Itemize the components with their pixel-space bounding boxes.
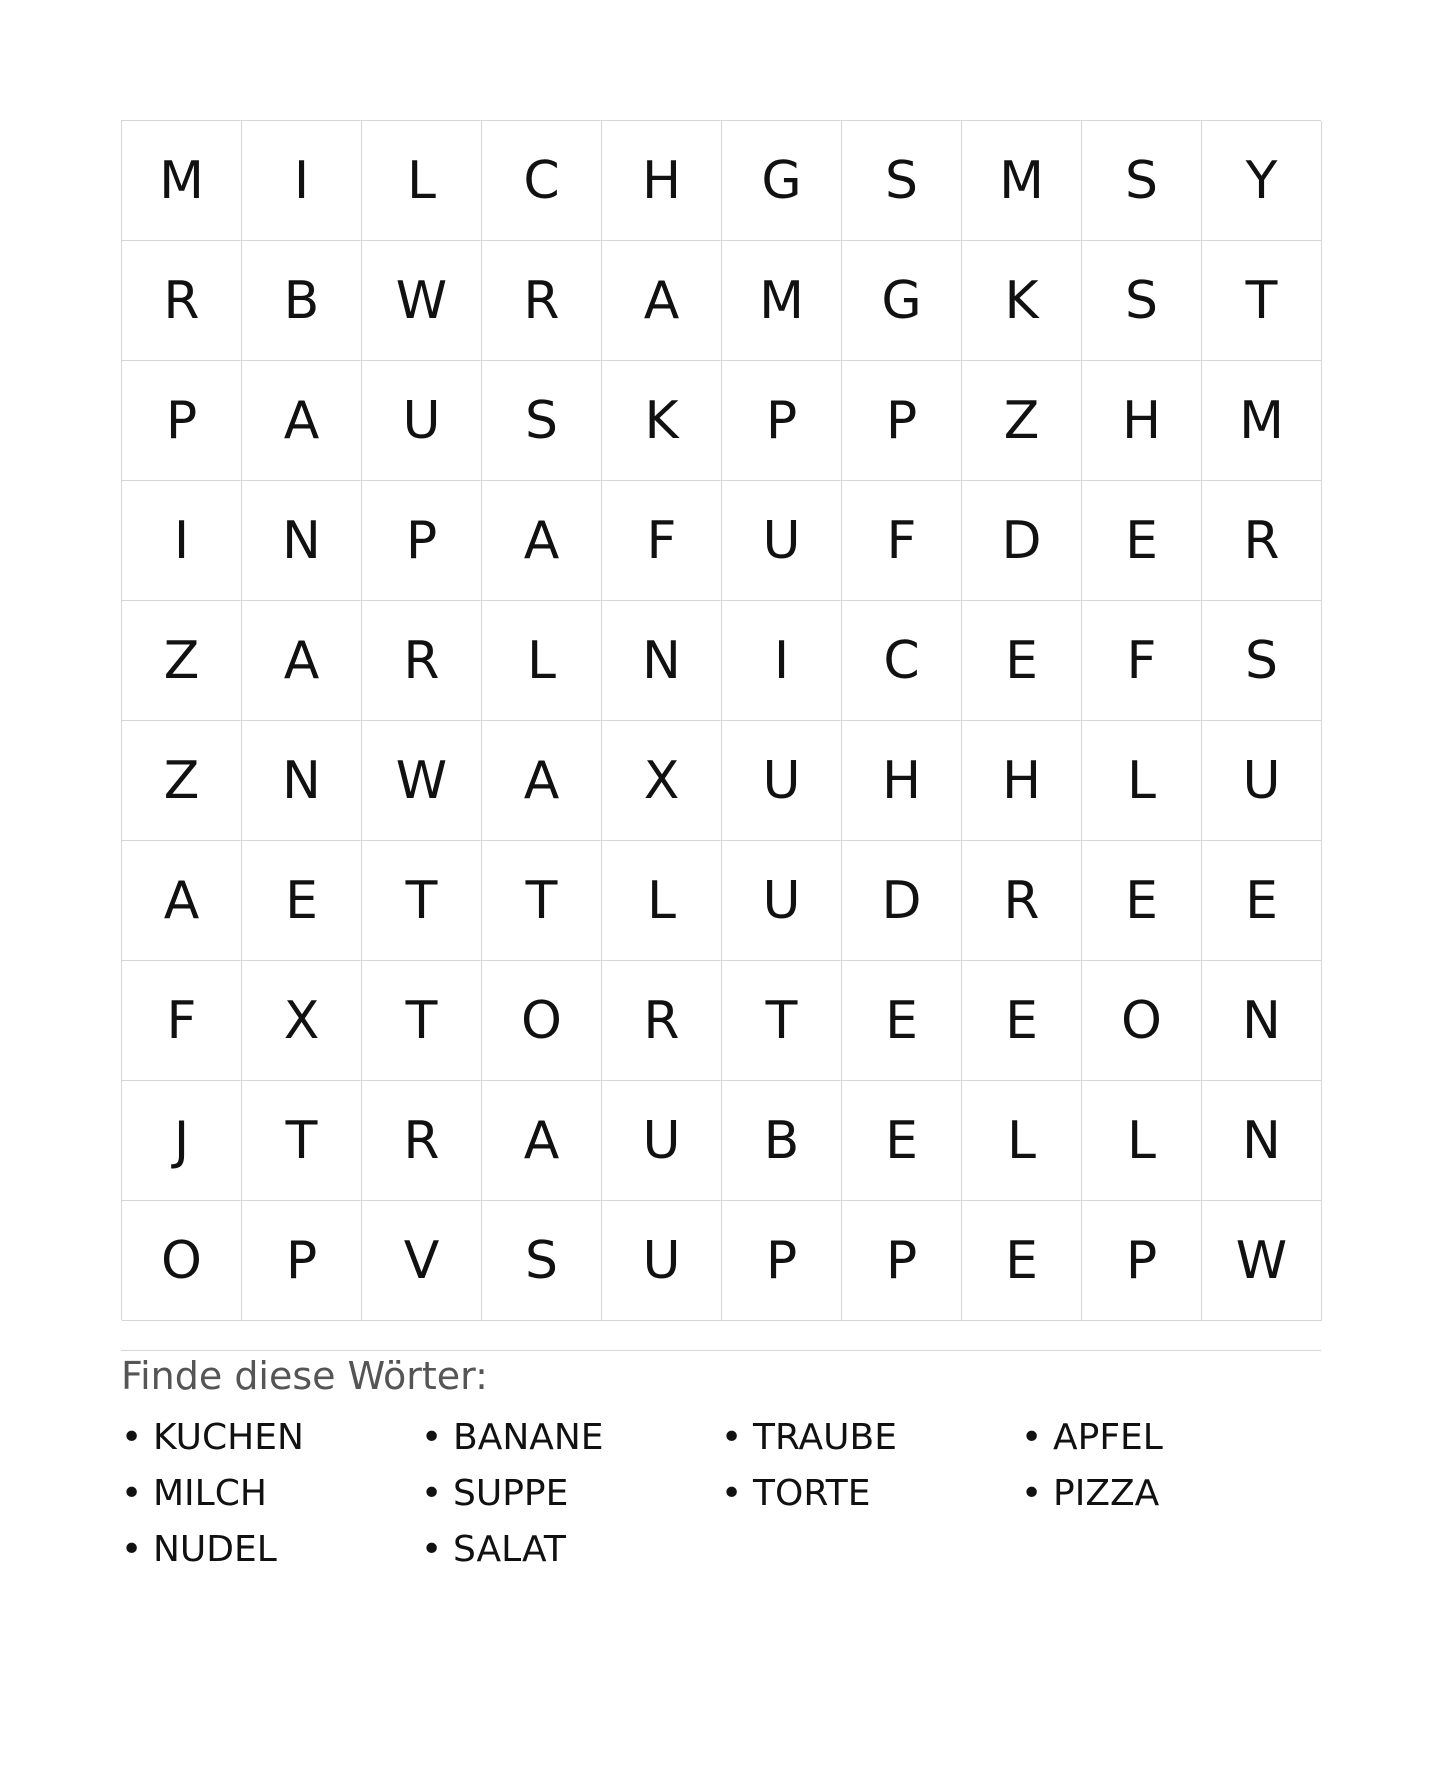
grid-cell[interactable]: D [842, 841, 962, 961]
grid-cell[interactable]: U [722, 481, 842, 601]
word-label: SUPPE [453, 1473, 569, 1514]
grid-cell[interactable]: O [122, 1201, 242, 1321]
word-list-item [721, 1410, 1021, 1466]
grid-cell[interactable]: A [242, 601, 362, 721]
bullet-icon: • [121, 1529, 143, 1570]
grid-cell[interactable]: T [362, 841, 482, 961]
grid-cell[interactable]: R [362, 601, 482, 721]
word-label: APFEL [1053, 1417, 1163, 1458]
grid-cell[interactable]: K [602, 361, 722, 481]
grid-cell[interactable]: T [362, 961, 482, 1081]
word-list-item [121, 1466, 421, 1522]
bullet-icon: • [421, 1529, 443, 1570]
grid-cell[interactable]: N [1202, 961, 1322, 1081]
grid-cell[interactable]: E [962, 961, 1082, 1081]
word-label: PIZZA [1053, 1473, 1160, 1514]
bullet-icon: • [421, 1473, 443, 1514]
grid-cell[interactable]: L [962, 1081, 1082, 1201]
grid-cell[interactable]: D [962, 481, 1082, 601]
bullet-icon: • [1021, 1473, 1043, 1514]
grid-cell[interactable]: U [602, 1201, 722, 1321]
grid-cell[interactable]: P [122, 361, 242, 481]
grid-cell[interactable]: P [362, 481, 482, 601]
bullet-icon: • [421, 1417, 443, 1458]
word-list-title: Finde diese Wörter: [121, 1354, 488, 1398]
grid-cell[interactable]: I [122, 481, 242, 601]
grid-cell[interactable]: U [602, 1081, 722, 1201]
grid-cell[interactable]: A [122, 841, 242, 961]
grid-cell[interactable]: F [122, 961, 242, 1081]
grid-cell[interactable]: I [722, 601, 842, 721]
grid-cell[interactable]: P [242, 1201, 362, 1321]
grid-cell[interactable]: S [482, 1201, 602, 1321]
grid-cell[interactable]: O [1082, 961, 1202, 1081]
grid-cell[interactable]: Z [122, 721, 242, 841]
grid-cell[interactable]: E [962, 1201, 1082, 1321]
grid-cell[interactable]: U [722, 841, 842, 961]
grid-cell[interactable]: E [1082, 481, 1202, 601]
grid-cell[interactable]: E [1082, 841, 1202, 961]
divider [121, 1350, 1321, 1351]
grid-cell[interactable]: W [1202, 1201, 1322, 1321]
bullet-icon: • [121, 1417, 143, 1458]
bullet-icon: • [121, 1473, 143, 1514]
grid-cell[interactable]: P [842, 361, 962, 481]
grid-cell[interactable]: H [842, 721, 962, 841]
grid-cell[interactable]: R [602, 961, 722, 1081]
grid-cell[interactable]: U [362, 361, 482, 481]
grid-cell[interactable]: B [722, 1081, 842, 1201]
word-list [121, 1410, 1321, 1578]
grid-cell[interactable]: C [842, 601, 962, 721]
grid-cell[interactable]: N [242, 481, 362, 601]
grid-cell[interactable]: E [242, 841, 362, 961]
word-label: TORTE [753, 1473, 871, 1514]
grid-cell[interactable]: P [722, 361, 842, 481]
grid-cell[interactable]: G [842, 241, 962, 361]
grid-cell[interactable]: A [482, 1081, 602, 1201]
word-list-item [721, 1466, 1021, 1522]
word-list-item [1021, 1410, 1321, 1466]
grid-cell[interactable]: U [722, 721, 842, 841]
grid-cell[interactable]: S [482, 361, 602, 481]
grid-cell[interactable]: M [122, 121, 242, 241]
grid-cell[interactable]: M [722, 241, 842, 361]
grid-cell[interactable]: H [602, 121, 722, 241]
grid-cell[interactable]: N [1202, 1081, 1322, 1201]
grid-cell[interactable]: E [1202, 841, 1322, 961]
grid-cell[interactable]: M [1202, 361, 1322, 481]
grid-cell[interactable]: S [842, 121, 962, 241]
word-list-item [421, 1522, 721, 1578]
grid-cell[interactable]: L [1082, 721, 1202, 841]
word-label: KUCHEN [153, 1417, 304, 1458]
grid-cell[interactable]: O [482, 961, 602, 1081]
grid-cell[interactable]: T [482, 841, 602, 961]
grid-cell[interactable]: R [362, 1081, 482, 1201]
grid-cell[interactable]: L [362, 121, 482, 241]
letter-grid [121, 120, 1321, 1320]
grid-cell[interactable]: M [962, 121, 1082, 241]
grid-cell[interactable]: B [242, 241, 362, 361]
grid-cell[interactable]: W [362, 721, 482, 841]
word-label: BANANE [453, 1417, 604, 1458]
grid-cell[interactable]: F [1082, 601, 1202, 721]
grid-cell[interactable]: L [482, 601, 602, 721]
grid-cell[interactable]: I [242, 121, 362, 241]
grid-cell[interactable]: X [242, 961, 362, 1081]
grid-cell[interactable]: F [602, 481, 722, 601]
grid-cell[interactable]: T [722, 961, 842, 1081]
grid-cell[interactable]: W [362, 241, 482, 361]
word-label: MILCH [153, 1473, 267, 1514]
grid-cell[interactable]: E [962, 601, 1082, 721]
grid-cell[interactable]: T [242, 1081, 362, 1201]
grid-cell[interactable]: Z [122, 601, 242, 721]
grid-cell[interactable]: Y [1202, 121, 1322, 241]
grid-cell[interactable]: A [242, 361, 362, 481]
word-list-item [421, 1410, 721, 1466]
word-list-item [421, 1466, 721, 1522]
grid-cell[interactable]: C [482, 121, 602, 241]
grid-cell[interactable]: H [1082, 361, 1202, 481]
grid-cell[interactable]: E [842, 1081, 962, 1201]
grid-cell[interactable]: E [842, 961, 962, 1081]
grid-cell[interactable]: J [122, 1081, 242, 1201]
grid-cell[interactable]: G [722, 121, 842, 241]
grid-cell[interactable]: N [602, 601, 722, 721]
word-label: TRAUBE [753, 1417, 897, 1458]
bullet-icon: • [721, 1417, 743, 1458]
grid-cell[interactable]: A [482, 721, 602, 841]
grid-cell[interactable]: S [1082, 121, 1202, 241]
grid-cell[interactable]: Z [962, 361, 1082, 481]
word-list-item [1021, 1466, 1321, 1522]
grid-cell[interactable]: R [962, 841, 1082, 961]
grid-cell[interactable]: K [962, 241, 1082, 361]
grid-cell[interactable]: R [122, 241, 242, 361]
word-label: SALAT [453, 1529, 566, 1570]
grid-cell[interactable]: L [1082, 1081, 1202, 1201]
grid-cell[interactable]: P [722, 1201, 842, 1321]
grid-cell[interactable]: S [1202, 601, 1322, 721]
grid-cell[interactable]: P [1082, 1201, 1202, 1321]
grid-cell[interactable]: A [482, 481, 602, 601]
grid-cell[interactable]: V [362, 1201, 482, 1321]
word-list-item [121, 1410, 421, 1466]
grid-cell[interactable]: S [1082, 241, 1202, 361]
grid-cell[interactable]: X [602, 721, 722, 841]
grid-cell[interactable]: N [242, 721, 362, 841]
grid-cell[interactable]: R [1202, 481, 1322, 601]
word-label: NUDEL [153, 1529, 277, 1570]
grid-cell[interactable]: H [962, 721, 1082, 841]
grid-cell[interactable]: R [482, 241, 602, 361]
bullet-icon: • [721, 1473, 743, 1514]
word-list-item [121, 1522, 421, 1578]
grid-cell[interactable]: A [602, 241, 722, 361]
grid-cell[interactable]: P [842, 1201, 962, 1321]
grid-cell[interactable]: T [1202, 241, 1322, 361]
bullet-icon: • [1021, 1417, 1043, 1458]
grid-cell[interactable]: F [842, 481, 962, 601]
grid-cell[interactable]: L [602, 841, 722, 961]
grid-cell[interactable]: U [1202, 721, 1322, 841]
